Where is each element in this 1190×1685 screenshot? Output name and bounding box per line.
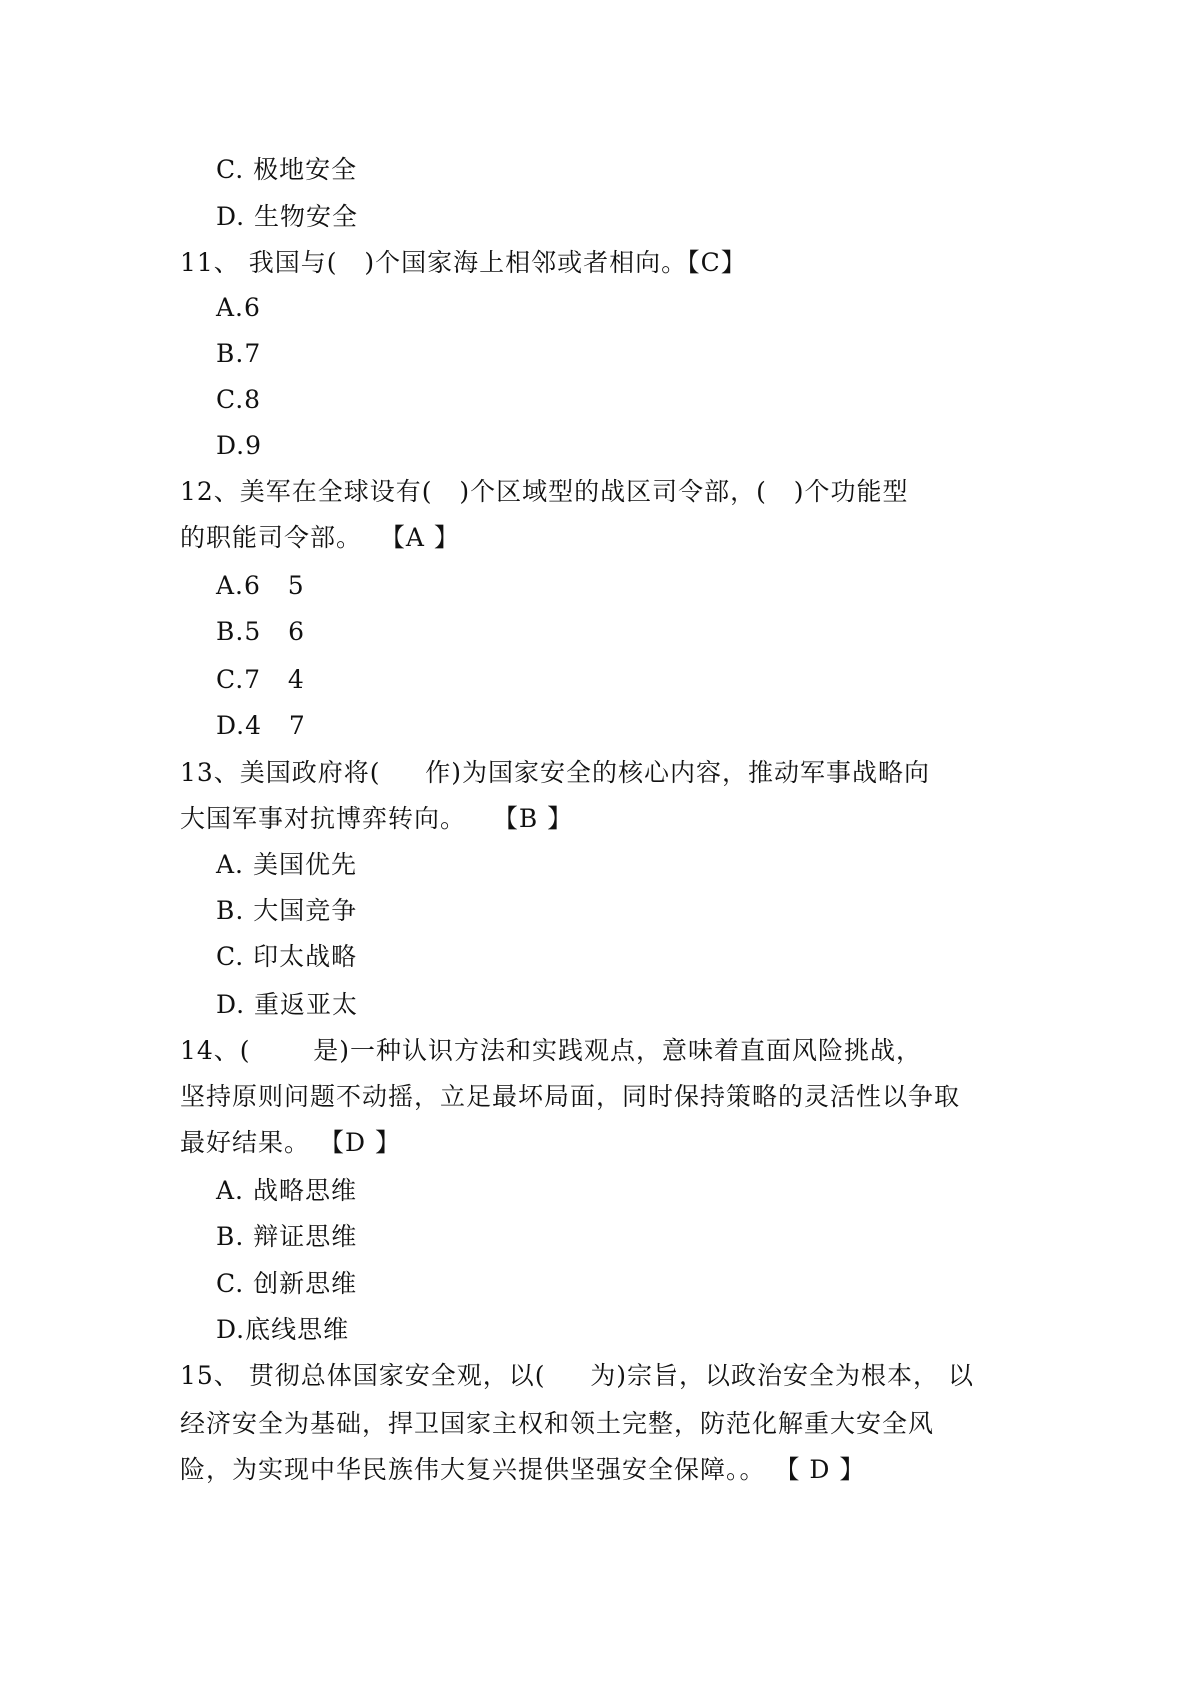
option-12c: C.7 4: [216, 665, 305, 694]
question-12-line-2: 的职能司令部。 【A 】: [180, 523, 460, 552]
option-14b: B. 辩证思维: [216, 1222, 358, 1251]
option-11c: C.8: [216, 385, 262, 414]
option-11a: A.6: [216, 293, 261, 322]
option-14c: C. 创新思维: [216, 1269, 358, 1298]
option-12b: B.5 6: [216, 617, 305, 646]
question-13-line-1: 13、美国政府将( 作)为国家安全的核心内容，推动军事战略向: [180, 758, 931, 787]
question-14-line-2: 坚持原则问题不动摇，立足最坏局面，同时保持策略的灵活性以争取: [180, 1082, 961, 1111]
option-13a: A. 美国优先: [216, 850, 357, 879]
question-15-line-2: 经济安全为基础，捍卫国家主权和领土完整，防范化解重大安全风: [180, 1409, 935, 1438]
question-15-line-3: 险，为实现中华民族伟大复兴提供坚强安全保障。。 【 D 】: [180, 1455, 866, 1484]
option-12a: A.6 5: [216, 571, 305, 600]
question-12-line-1: 12、美军在全球设有( )个区域型的战区司令部，( )个功能型: [180, 477, 909, 506]
option-14a: A. 战略思维: [216, 1176, 357, 1205]
option-13b: B. 大国竞争: [216, 896, 358, 925]
option-10c: C. 极地安全: [216, 155, 358, 184]
option-13d: D. 重返亚太: [216, 990, 359, 1019]
question-14-line-1: 14、( 是)一种认识方法和实践观点，意味着直面风险挑战，: [180, 1036, 922, 1065]
question-14-line-3: 最好结果。 【D 】: [180, 1128, 401, 1157]
option-12d: D.4 7: [216, 711, 306, 740]
option-13c: C. 印太战略: [216, 942, 358, 971]
option-14d: D.底线思维: [216, 1315, 350, 1344]
option-11b: B.7: [216, 339, 262, 368]
question-15-line-1: 15、 贯彻总体国家安全观，以( 为)宗旨，以政治安全为根本， 以: [180, 1361, 974, 1390]
question-11: 11、 我国与( )个国家海上相邻或者相向。【C】: [180, 248, 747, 277]
question-13-line-2: 大国军事对抗博弈转向。 【B 】: [180, 804, 574, 833]
option-11d: D.9: [216, 431, 263, 460]
option-10d: D. 生物安全: [216, 202, 359, 231]
